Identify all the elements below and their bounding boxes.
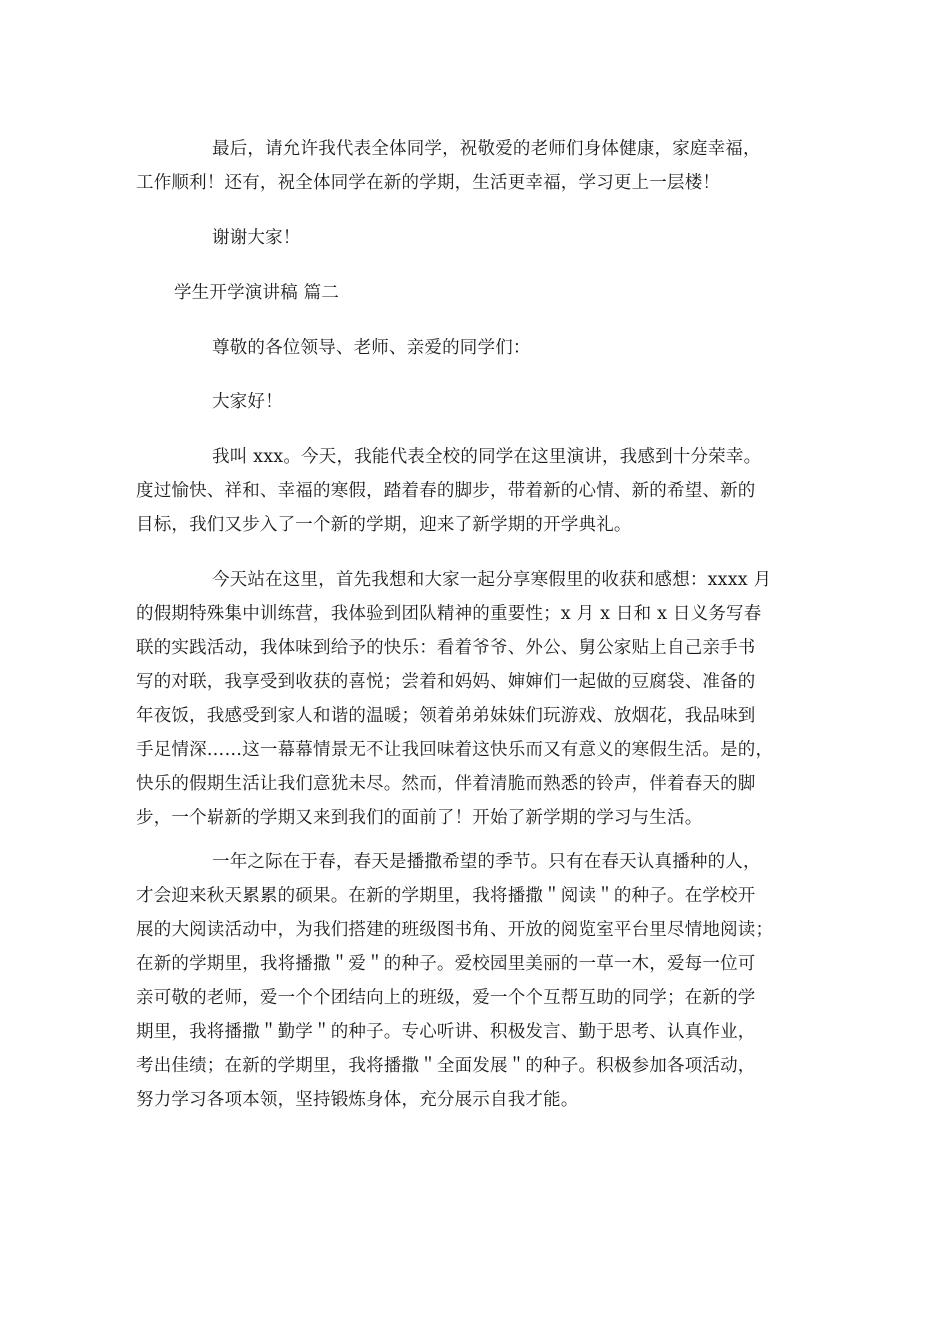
text-line: 目标，我们又步入了一个新的学期，迎来了新学期的开学典礼。 bbox=[136, 515, 632, 535]
text-line: 度过愉快、祥和、幸福的寒假，踏着春的脚步，带着新的心情、新的希望、新的 bbox=[136, 481, 756, 501]
text-line: 年夜饭，我感受到家人和谐的温暖；领着弟弟妹妹们玩游戏、放烟花，我品味到 bbox=[136, 706, 756, 726]
text-line: 尊敬的各位领导、老师、亲爱的同学们： bbox=[212, 338, 531, 358]
text-line: 一年之际在于春，春天是播撒希望的季节。只有在春天认真播种的人， bbox=[212, 852, 761, 872]
text-line: 的假期特殊集中训练营，我体验到团队精神的重要性；x 月 x 日和 x 日义务写春 bbox=[136, 604, 762, 624]
text-line: 考出佳绩；在新的学期里，我将播撒＂全面发展＂的种子。积极参加各项活动， bbox=[136, 1056, 756, 1076]
text-line: 展的大阅读活动中，为我们搭建的班级图书角、开放的阅览室平台里尽情地阅读； bbox=[136, 920, 774, 940]
text-line: 努力学习各项本领，坚持锻炼身体，充分展示自我才能。 bbox=[136, 1090, 579, 1110]
paragraph-spring-seeds bbox=[136, 845, 808, 1117]
text-line: 期里，我将播撒＂勤学＂的种子。专心听讲、积极发言、勤于思考、认真作业， bbox=[136, 1022, 756, 1042]
text-line: 在新的学期里，我将播撒＂爱＂的种子。爱校园里美丽的一草一木，爱每一位可 bbox=[136, 954, 756, 974]
paragraph-greeting-all bbox=[136, 385, 808, 419]
text-line: 手足情深……这一幕幕情景无不让我回味着这快乐而又有意义的寒假生活。是的， bbox=[136, 740, 774, 760]
text-line: 我叫 xxx。今天，我能代表全校的同学在这里演讲，我感到十分荣幸。 bbox=[212, 447, 762, 467]
text-line: 写的对联，我享受到收获的喜悦；尝着和妈妈、婶婶们一起做的豆腐袋、准备的 bbox=[136, 672, 756, 692]
text-line: 快乐的假期生活让我们意犹未尽。然而，伴着清脆而熟悉的铃声，伴着春天的脚 bbox=[136, 774, 756, 794]
text-line: 大家好！ bbox=[212, 392, 283, 412]
text-line: 亲可敬的老师，爱一个个团结向上的班级，爱一个个互帮互助的同学；在新的学 bbox=[136, 988, 756, 1008]
text-line: 今天站在这里，首先我想和大家一起分享寒假里的收获和感想：xxxx 月 bbox=[212, 570, 772, 590]
text-line: 工作顺利！还有，祝全体同学在新的学期，生活更幸福，学习更上一层楼！ bbox=[136, 173, 721, 193]
section-heading: 学生开学演讲稿 篇二 bbox=[174, 283, 340, 303]
paragraph-thanks bbox=[136, 221, 808, 255]
text-line: 步，一个崭新的学期又来到我们的面前了！开始了新学期的学习与生活。 bbox=[136, 808, 703, 828]
paragraph-intro bbox=[136, 440, 808, 542]
paragraph-winter-break bbox=[136, 563, 808, 835]
text-line: 才会迎来秋天累累的硕果。在新的学期里，我将播撒＂阅读＂的种子。在学校开 bbox=[136, 886, 756, 906]
text-line: 谢谢大家！ bbox=[212, 228, 301, 248]
paragraph-closing-wish bbox=[136, 132, 808, 200]
text-line: 联的实践活动，我体味到给予的快乐：看着爷爷、外公、舅公家贴上自己亲手书 bbox=[136, 638, 756, 658]
paragraph-greeting-leaders bbox=[136, 331, 808, 365]
text-line: 最后，请允许我代表全体同学，祝敬爱的老师们身体健康，家庭幸福， bbox=[212, 139, 761, 159]
